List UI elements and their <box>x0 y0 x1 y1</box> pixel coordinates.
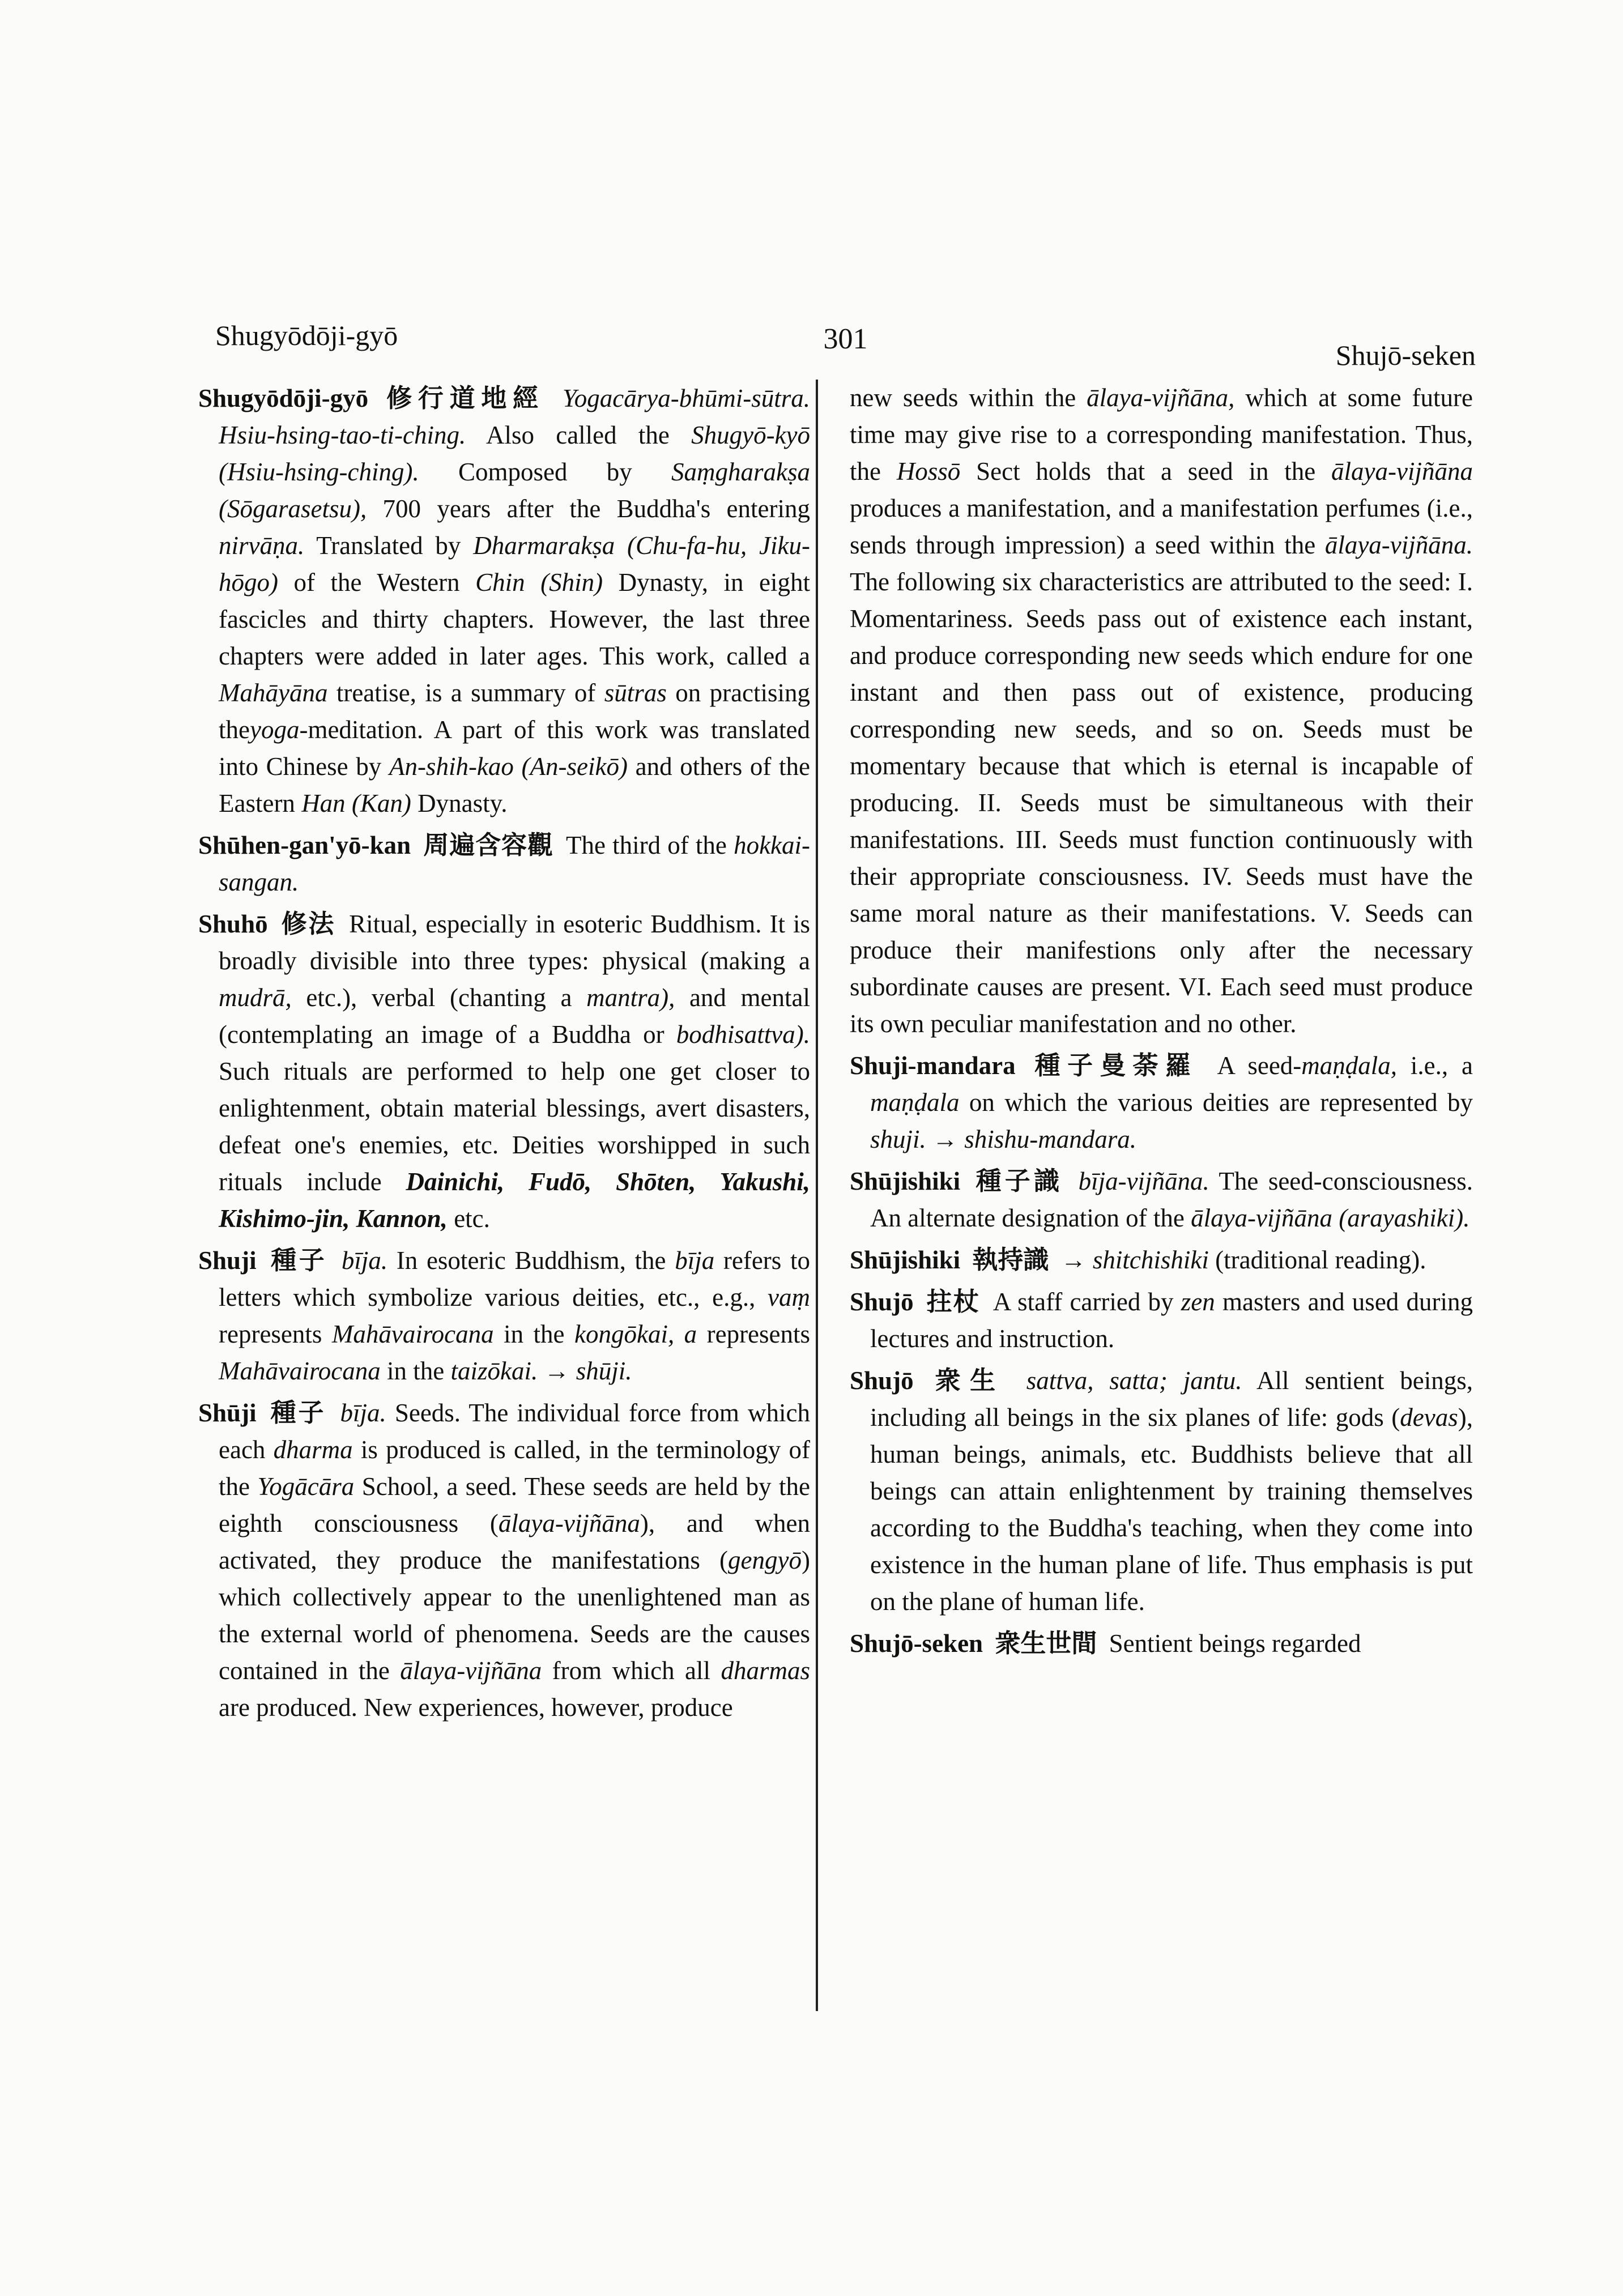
text: which at some future time may give rise to a corresponding manifestation. Thus, the <box>850 384 1473 485</box>
term: gengyō <box>728 1546 802 1574</box>
text: represents <box>219 1320 322 1348</box>
entry-headword: Shūjishiki <box>850 1246 961 1274</box>
text: The third of the <box>566 831 727 859</box>
entry-headword: Shūhen-gan'yō-kan <box>198 831 411 859</box>
text: and mental (contemplating an image of a Buddha or <box>219 983 810 1049</box>
header-right-guideword: Shujō-seken <box>1335 339 1476 371</box>
dynasty-name: Han (Kan) <box>301 789 411 817</box>
term: ālaya-vijñāna. <box>1324 531 1473 559</box>
text: on practising the <box>219 679 811 744</box>
text: is produced is called, in the terminology of the <box>219 1435 811 1501</box>
term: vaṃ <box>768 1283 810 1311</box>
entry-headword: Shujō <box>850 1288 914 1316</box>
text: ), human beings, animals, etc. Buddhists believe that all beings can attain enlightenment by training themselves according to the Buddha's teaching, when they come into existence in the human plane of life. Thus emphasis is put on the plane of human life. <box>870 1403 1473 1616</box>
entry-continuation <box>850 380 1473 1042</box>
text: are produced. New experiences, however, produce <box>219 1693 733 1722</box>
term: ālaya-vijñāna, <box>1087 384 1235 412</box>
dynasty-name: Chin (Shin) <box>475 568 603 597</box>
text: masters and used during lectures and instruction. <box>870 1288 1473 1353</box>
entry-headword: Shugyōdōji-gyō <box>198 384 369 412</box>
cross-reference: → shishu-mandara. <box>932 1125 1137 1153</box>
author-name: Saṃgharakṣa (Sōgarasetsu), <box>219 458 810 523</box>
kanji-term: 種子 <box>270 1398 326 1428</box>
kanji-term: 種子識 <box>975 1166 1063 1196</box>
text: In esoteric Buddhism, the <box>396 1246 666 1275</box>
term: sūtras <box>604 679 667 707</box>
entry-shuji-mandara <box>850 1047 1473 1158</box>
right-column <box>850 380 1473 1667</box>
term: dharma <box>273 1435 353 1464</box>
entry-headword: Shuhō <box>198 910 268 938</box>
kanji-term: 衆生世間 <box>995 1628 1097 1658</box>
text: etc.), verbal (chanting a <box>306 983 572 1012</box>
entry-shuji <box>198 1242 810 1390</box>
term: mantra), <box>586 983 675 1012</box>
translator-name: An-shih-kao (An-seikō) <box>389 752 628 781</box>
text: new seeds within the <box>850 384 1076 412</box>
entry-headword: Shuji-mandara <box>850 1051 1016 1080</box>
left-column <box>198 380 810 1731</box>
text: Sect holds that a seed in the <box>976 457 1316 485</box>
text: Such rituals are performed to help one get closer to enlightenment, obtain material blessings, avert disasters, defeat one's enemies, etc. Deities worshipped in such rituals include <box>219 1057 810 1196</box>
text: The seed-consciousness. An alternate designation of the <box>870 1167 1473 1232</box>
entry-headword: Shujō-seken <box>850 1629 983 1658</box>
text: from which all <box>552 1656 711 1685</box>
term: zen <box>1181 1288 1215 1316</box>
sanskrit-term: bīja. <box>341 1246 388 1275</box>
term: yoga <box>249 715 300 744</box>
entry-shuho <box>198 905 810 1237</box>
kanji-term: 周遍含容觀 <box>423 830 553 860</box>
page-number: 301 <box>823 323 868 355</box>
text: ) which collectively appear to the unenlightened man as the external world of phenomena. Seeds are the causes contained in the <box>219 1546 810 1685</box>
alt-title: Shugyō-kyō (Hsiu-hsing-ching). <box>219 421 810 486</box>
term: bodhisattva). <box>676 1020 810 1049</box>
kanji-term: 執持識 <box>972 1245 1049 1275</box>
text: represents <box>706 1320 811 1348</box>
text: and others of the Eastern <box>219 752 810 817</box>
text: in the <box>387 1357 445 1385</box>
cross-reference: → shitchishiki <box>1060 1246 1209 1274</box>
kanji-term: 拄杖 <box>926 1287 980 1317</box>
term: kongōkai, a <box>574 1320 697 1348</box>
entry-headword: Shūjishiki <box>850 1167 961 1195</box>
text: etc. <box>454 1204 490 1233</box>
text: ), and when activated, they produce the manifestations ( <box>219 1509 810 1574</box>
text: All sentient beings, including all beings in the six planes of life: gods ( <box>870 1366 1473 1432</box>
entry-shujishiki-alt <box>850 1241 1473 1279</box>
running-header <box>215 309 1476 377</box>
cross-reference: taizōkai. → shūji. <box>450 1357 632 1385</box>
text: (traditional reading). <box>1215 1246 1426 1274</box>
entry-shujishiki-seed <box>850 1162 1473 1237</box>
text: Translated by <box>316 531 461 560</box>
text: Dynasty. <box>418 789 508 817</box>
entry-shuhen-ganyo-kan <box>198 827 810 901</box>
kanji-term: 修行道地經 <box>386 383 544 413</box>
text: Sentient beings regarded <box>1109 1629 1361 1658</box>
text: Seeds. The individual force from which each <box>219 1399 810 1464</box>
text: i.e., a <box>1410 1051 1473 1080</box>
text: Also called the <box>485 421 670 449</box>
entry-headword: Shuji <box>198 1246 257 1275</box>
text: treatise, is a summary of <box>336 679 596 707</box>
column-divider <box>816 380 818 2011</box>
term: dharmas <box>721 1656 810 1685</box>
term: devas <box>1400 1403 1458 1432</box>
term: bīja <box>675 1246 715 1275</box>
text: A seed- <box>1217 1051 1302 1080</box>
kanji-term: 修法 <box>281 909 336 939</box>
entry-shugyodoji-gyo <box>198 380 810 822</box>
entry-headword: Shujō <box>850 1366 914 1395</box>
text: Ritual, especially in esoteric Buddhism. It is broadly divisible into three types: physical (making a <box>219 910 810 975</box>
term: Hossō <box>896 457 961 485</box>
text: refers to letters which symbolize various deities, etc., e.g., <box>219 1246 810 1311</box>
term: Mahāvairocana <box>219 1357 381 1385</box>
kanji-term: 種子曼荼羅 <box>1034 1050 1198 1080</box>
text: 700 years after the Buddha's entering <box>382 495 810 523</box>
entry-shujo-beings <box>850 1362 1473 1620</box>
text: -meditation. A part of this work was translated into Chinese by <box>219 715 810 781</box>
cross-reference: hokkai-sangan. <box>219 831 810 896</box>
deity-names: Dainichi, Fudō, Shōten, Yakushi, Kishimo-jin, Kannon, <box>219 1168 810 1233</box>
term: maṇḍala <box>870 1088 960 1117</box>
kanji-term: 衆生 <box>935 1365 1005 1395</box>
term: ālaya-vijñāna <box>1331 457 1473 485</box>
text: Dynasty, in eight fascicles and thirty chapters. However, the last three chapters were added in later ages. This work, called a <box>219 568 811 670</box>
entry-headword: Shūji <box>198 1399 257 1427</box>
term: ālaya-vijñāna <box>498 1509 640 1537</box>
text: on which the various deities are represented by <box>969 1088 1473 1117</box>
text: A staff carried by <box>992 1288 1174 1316</box>
text: in the <box>504 1320 565 1348</box>
text: School, a seed. These seeds are held by the eighth consciousness ( <box>219 1472 811 1537</box>
entry-shuji-seeds <box>198 1394 810 1726</box>
sanskrit-term: bīja. <box>340 1399 386 1427</box>
kanji-term: 種子 <box>271 1245 327 1275</box>
term: ālaya-vijñāna (arayashiki). <box>1191 1204 1470 1232</box>
term: nirvāṇa. <box>219 531 305 560</box>
text: The following six characteristics are attributed to the seed: I. Momentariness. Seeds pass out of existence each instant, and produce corresponding new seeds which endure for one instant and then pass out of existence, producing corresponding new seeds, and so on. Seeds must be momentary because that which is eternal is incapable of producing. II. Seeds must be simultaneous with their manifestations. III. Seeds must function continuously with their appropriate consciousness. IV. Seeds must have the same moral nature as their manifestations. V. Seeds can produce their manifestions only after the necessary subordinate causes are present. VI. Each seed must produce its own peculiar manifestation and no other. <box>850 568 1473 1038</box>
sanskrit-term: sattva, satta; jantu. <box>1026 1366 1242 1395</box>
text: of the Western <box>293 568 460 597</box>
term: Yogācāra <box>257 1472 355 1501</box>
entry-shujo-staff <box>850 1283 1473 1357</box>
term: ālaya-vijñāna <box>400 1656 542 1685</box>
sanskrit-title: Yogacārya-bhūmi-sūtra. Hsiu-hsing-tao-ti-ching. <box>219 384 811 449</box>
term: Mahāyāna <box>219 679 328 707</box>
term: mudrā, <box>219 983 292 1012</box>
text: Composed by <box>458 458 632 486</box>
term: Mahāvairocana <box>331 1320 494 1348</box>
translator-name: Dharmarakṣa (Chu-fa-hu, Jiku-hōgo) <box>219 531 810 597</box>
sanskrit-term: bīja-vijñāna. <box>1078 1167 1209 1195</box>
text: produces a manifestation, and a manifestation perfumes (i.e., sends through impression) a seed within the <box>850 494 1473 559</box>
term: maṇḍala, <box>1301 1051 1398 1080</box>
term: shuji. <box>870 1125 926 1153</box>
header-left-guideword: Shugyōdōji-gyō <box>215 320 398 351</box>
entry-shujo-seken <box>850 1625 1473 1662</box>
